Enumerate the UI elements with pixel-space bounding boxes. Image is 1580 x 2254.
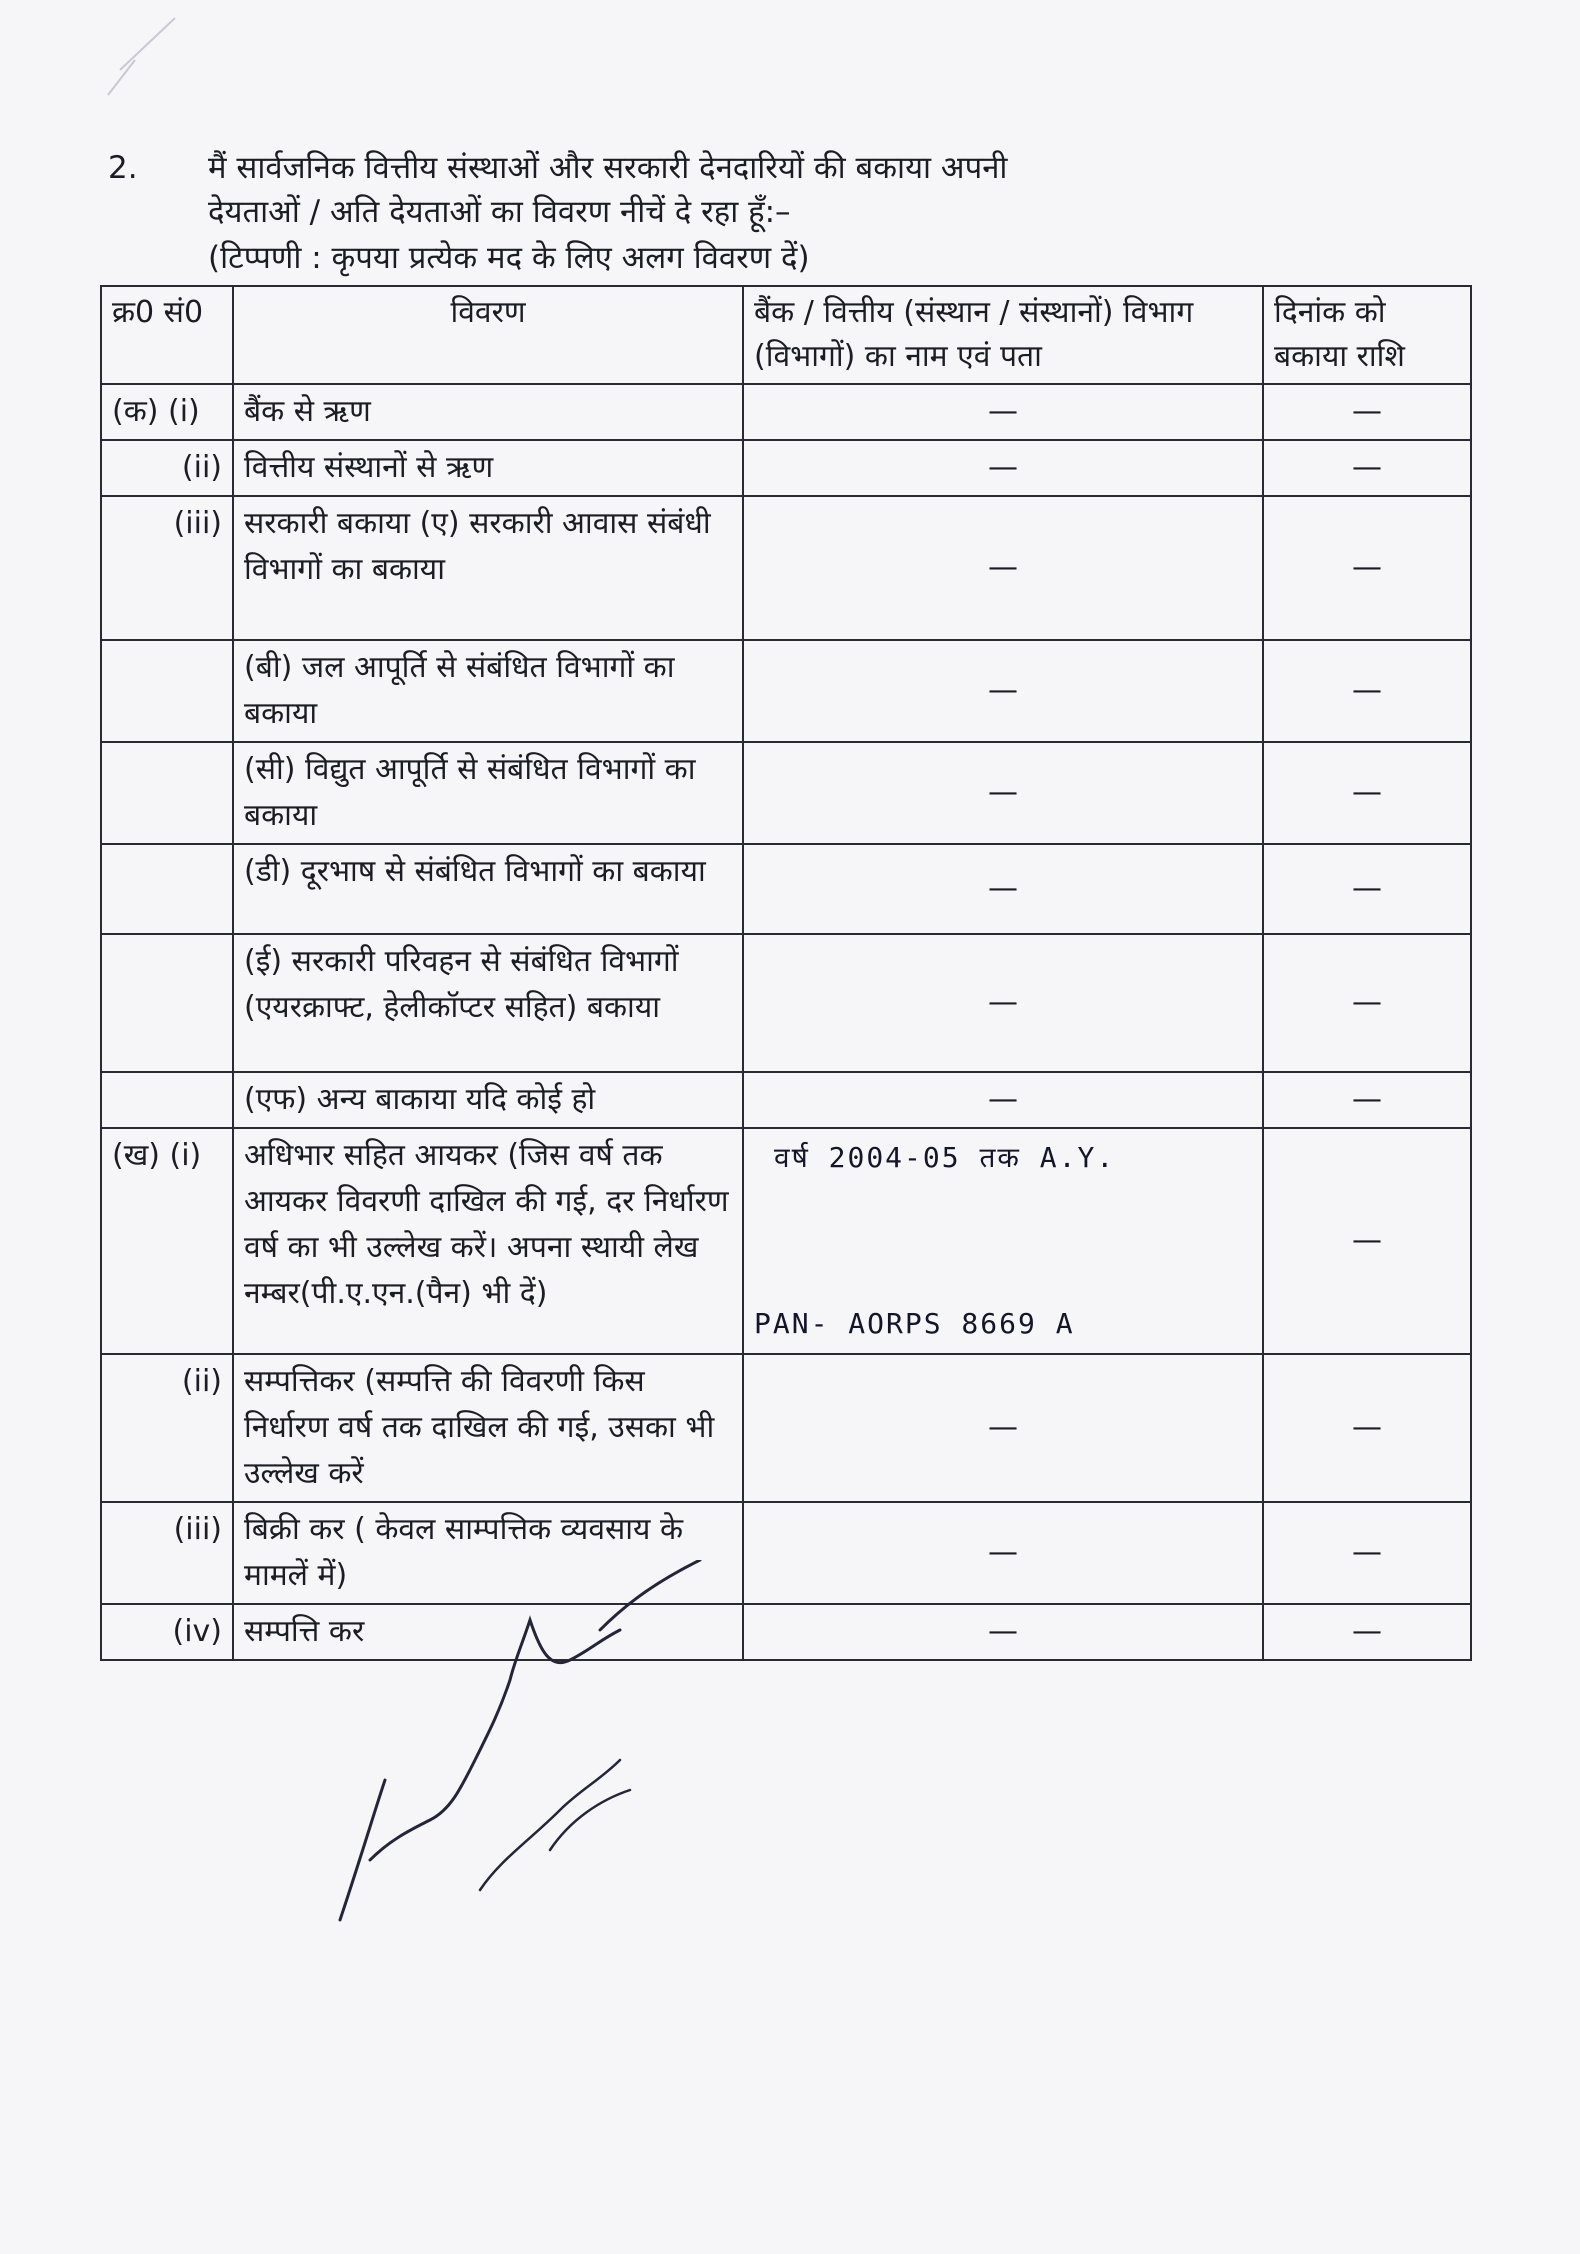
- amount-dash: —: [1263, 1604, 1471, 1660]
- intro-line-2: देयताओं / अति देयताओं का विवरण नीचें दे रहा हूँ:–: [208, 194, 791, 230]
- row-serial: (iii): [101, 1502, 233, 1604]
- amount-dash: —: [1263, 440, 1471, 496]
- institution-dash: —: [743, 934, 1263, 1072]
- row-description: (एफ) अन्य बाकाया यदि कोई हो: [233, 1072, 743, 1128]
- institution-dash: —: [743, 742, 1263, 844]
- row-serial-empty: [101, 640, 233, 742]
- row-serial: (iv): [101, 1604, 233, 1660]
- amount-dash: —: [1263, 1354, 1471, 1502]
- handwritten-assessment-year: वर्ष 2004-05 तक A.Y.: [774, 1141, 1116, 1174]
- amount-dash: —: [1263, 640, 1471, 742]
- liabilities-table: [100, 285, 1472, 1661]
- amount-dash: —: [1263, 1128, 1471, 1354]
- institution-dash: —: [743, 1354, 1263, 1502]
- row-serial: (ii): [101, 440, 233, 496]
- amount-dash: —: [1263, 844, 1471, 934]
- table-row: [101, 1072, 1471, 1128]
- amount-dash: —: [1263, 934, 1471, 1072]
- row-description: (बी) जल आपूर्ति से संबंधित विभागों का बकाया: [233, 640, 743, 742]
- institution-dash: —: [743, 384, 1263, 440]
- row-description: (डी) दूरभाष से संबंधित विभागों का बकाया: [233, 844, 743, 934]
- row-description: सम्पत्ति कर: [233, 1604, 743, 1660]
- item-number: 2.: [108, 150, 138, 186]
- header-institution: बैंक / वित्तीय (संस्थान / संस्थानों) विभाग (विभागों) का नाम एवं पता: [743, 286, 1263, 384]
- handwritten-pan: PAN- AORPS 8669 A: [754, 1307, 1075, 1340]
- header-serial: क्र0 सं0: [101, 286, 233, 384]
- row-description: बैंक से ऋण: [233, 384, 743, 440]
- amount-dash: —: [1263, 496, 1471, 640]
- row-description: वित्तीय संस्थानों से ऋण: [233, 440, 743, 496]
- row-description: (सी) विद्युत आपूर्ति से संबंधित विभागों का बकाया: [233, 742, 743, 844]
- institution-dash: —: [743, 1502, 1263, 1604]
- amount-dash: —: [1263, 384, 1471, 440]
- row-description: अधिभार सहित आयकर (जिस वर्ष तक आयकर विवरणी दाखिल की गई, दर निर्धारण वर्ष का भी उल्लेख करें। अपना स्थायी लेख नम्बर(पी.ए.एन.(पैन) भी दें): [233, 1128, 743, 1354]
- table-header-row: [101, 286, 1471, 384]
- row-serial: (क) (i): [101, 384, 233, 440]
- table-row: [101, 844, 1471, 934]
- institution-dash: —: [743, 440, 1263, 496]
- row-description: सरकारी बकाया (ए) सरकारी आवास संबंधी विभागों का बकाया: [233, 496, 743, 640]
- row-description: (ई) सरकारी परिवहन से संबंधित विभागों (एयरक्राफ्ट, हेलीकॉप्टर सहित) बकाया: [233, 934, 743, 1072]
- row-serial: (ख) (i): [101, 1128, 233, 1354]
- table-row: [101, 1354, 1471, 1502]
- row-serial-empty: [101, 742, 233, 844]
- institution-dash: —: [743, 1072, 1263, 1128]
- row-serial-empty: [101, 1072, 233, 1128]
- amount-dash: —: [1263, 1072, 1471, 1128]
- header-amount: दिनांक को बकाया राशि: [1263, 286, 1471, 384]
- table-row: [101, 934, 1471, 1072]
- row-serial-empty: [101, 844, 233, 934]
- row-serial: (iii): [101, 496, 233, 640]
- table-row: [101, 496, 1471, 640]
- table-row: [101, 640, 1471, 742]
- institution-dash: —: [743, 844, 1263, 934]
- handwritten-signature: [300, 1560, 720, 1940]
- row-description: सम्पत्तिकर (सम्पत्ति की विवरणी किस निर्धारण वर्ष तक दाखिल की गई, उसका भी उल्लेख करें: [233, 1354, 743, 1502]
- row-serial: (ii): [101, 1354, 233, 1502]
- header-description: विवरण: [233, 286, 743, 384]
- row-description: बिक्री कर ( केवल साम्पत्तिक व्यवसाय के मामलें में): [233, 1502, 743, 1604]
- amount-dash: —: [1263, 1502, 1471, 1604]
- intro-note: (टिप्पणी : कृपया प्रत्येक मद के लिए अलग विवरण दें): [208, 240, 810, 276]
- table-row: [101, 384, 1471, 440]
- table-row: [101, 742, 1471, 844]
- table-row: [101, 440, 1471, 496]
- intro-line-1: मैं सार्वजनिक वित्तीय संस्थाओं और सरकारी देनदारियों की बकाया अपनी: [208, 150, 1008, 186]
- table-row: [101, 1128, 1471, 1354]
- institution-dash: —: [743, 1604, 1263, 1660]
- amount-dash: —: [1263, 742, 1471, 844]
- institution-dash: —: [743, 496, 1263, 640]
- institution-dash: —: [743, 640, 1263, 742]
- row-serial-empty: [101, 934, 233, 1072]
- income-tax-institution: [743, 1128, 1263, 1354]
